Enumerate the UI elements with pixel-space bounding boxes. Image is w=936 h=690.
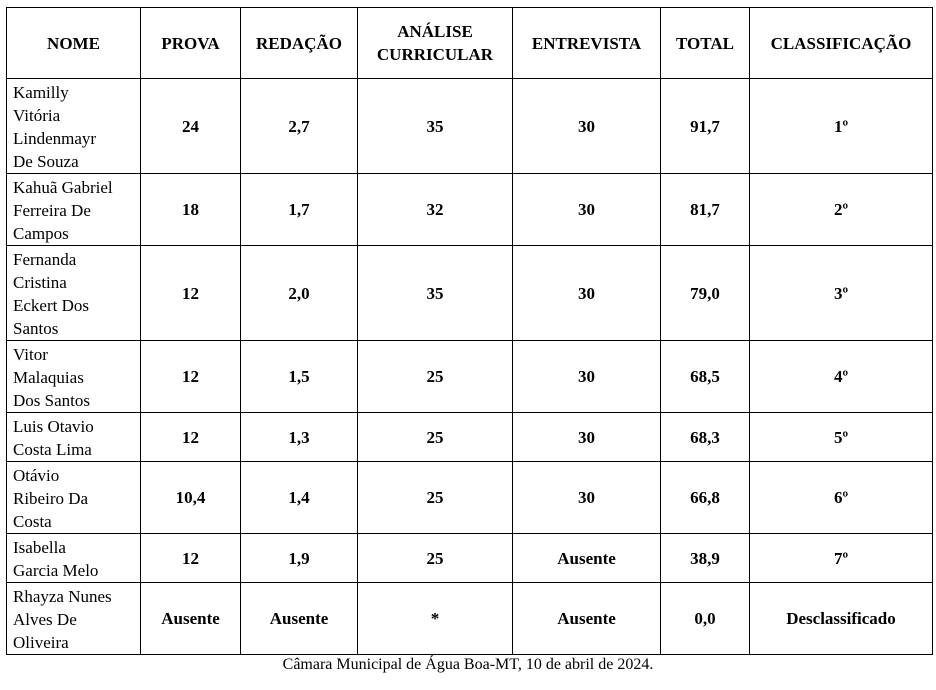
cell-redacao: 1,5 xyxy=(241,341,358,413)
cell-classificacao: 6º xyxy=(750,462,933,534)
name-line: Dos Santos xyxy=(13,391,90,410)
cell-entrevista: 30 xyxy=(513,341,661,413)
cell-analise: 25 xyxy=(358,534,513,583)
cell-classificacao: 4º xyxy=(750,341,933,413)
cell-prova: 12 xyxy=(141,246,241,341)
cell-entrevista: 30 xyxy=(513,413,661,462)
cell-prova: Ausente xyxy=(141,583,241,655)
table-row xyxy=(7,534,933,583)
header-row xyxy=(7,8,933,79)
name-line: Kamilly xyxy=(13,83,69,102)
cell-analise: 25 xyxy=(358,413,513,462)
name-line: Vitória xyxy=(13,106,61,125)
name-line: Ribeiro Da xyxy=(13,489,89,508)
header-redacao: REDAÇÃO xyxy=(241,8,358,79)
cell-redacao: 1,9 xyxy=(241,534,358,583)
cell-nome xyxy=(7,79,141,174)
cell-prova: 12 xyxy=(141,341,241,413)
cell-analise: 35 xyxy=(358,246,513,341)
cell-entrevista: 30 xyxy=(513,246,661,341)
footer-text: Câmara Municipal de Água Boa-MT, 10 de abril de 2024. xyxy=(282,656,654,673)
cell-nome xyxy=(7,534,141,583)
name-line: Garcia Melo xyxy=(13,561,99,580)
cell-entrevista: 30 xyxy=(513,174,661,246)
cell-classificacao: 1º xyxy=(750,79,933,174)
cell-analise: 25 xyxy=(358,462,513,534)
table-row xyxy=(7,462,933,534)
results-table xyxy=(6,7,933,655)
header-classificacao: CLASSIFICAÇÃO xyxy=(750,8,933,79)
header-total: TOTAL xyxy=(661,8,750,79)
name-line: De Souza xyxy=(13,152,79,171)
header-prova: PROVA xyxy=(141,8,241,79)
cell-total: 66,8 xyxy=(661,462,750,534)
name-line: Campos xyxy=(13,224,69,243)
table-row xyxy=(7,246,933,341)
cell-entrevista: Ausente xyxy=(513,534,661,583)
cell-nome xyxy=(7,413,141,462)
cell-total: 68,3 xyxy=(661,413,750,462)
header-analise-curricular xyxy=(358,8,513,79)
table-body xyxy=(7,79,933,655)
name-line: Costa xyxy=(13,512,52,531)
table-row xyxy=(7,174,933,246)
header-nome: NOME xyxy=(7,8,141,79)
cell-analise: 25 xyxy=(358,341,513,413)
cell-prova: 12 xyxy=(141,413,241,462)
cell-entrevista: 30 xyxy=(513,79,661,174)
cell-redacao: 1,4 xyxy=(241,462,358,534)
cell-total: 38,9 xyxy=(661,534,750,583)
cell-nome xyxy=(7,246,141,341)
cell-analise: * xyxy=(358,583,513,655)
header-analise-line2: CURRICULAR xyxy=(376,45,494,64)
name-line: Malaquias xyxy=(13,368,84,387)
cell-total: 68,5 xyxy=(661,341,750,413)
name-line: Santos xyxy=(13,319,59,338)
cell-redacao: 2,7 xyxy=(241,79,358,174)
table-row xyxy=(7,79,933,174)
cell-nome xyxy=(7,462,141,534)
name-line: Isabella xyxy=(13,538,66,557)
header-analise-line1: ANÁLISE xyxy=(397,22,473,41)
cell-classificacao: 7º xyxy=(750,534,933,583)
cell-total: 0,0 xyxy=(661,583,750,655)
name-line: Ferreira De xyxy=(13,201,91,220)
cell-analise: 32 xyxy=(358,174,513,246)
cell-entrevista: 30 xyxy=(513,462,661,534)
cell-entrevista: Ausente xyxy=(513,583,661,655)
cell-prova: 18 xyxy=(141,174,241,246)
name-line: Costa Lima xyxy=(13,440,92,459)
cell-total: 91,7 xyxy=(661,79,750,174)
name-line: Lindenmayr xyxy=(13,129,97,148)
name-line: Fernanda xyxy=(13,250,77,269)
name-line: Eckert Dos xyxy=(13,296,90,315)
table-row xyxy=(7,341,933,413)
cell-redacao: 1,3 xyxy=(241,413,358,462)
cell-prova: 12 xyxy=(141,534,241,583)
cell-total: 81,7 xyxy=(661,174,750,246)
name-line: Vitor xyxy=(13,345,48,364)
name-line: Luis Otavio xyxy=(13,417,94,436)
cell-classificacao: 2º xyxy=(750,174,933,246)
cell-classificacao: 3º xyxy=(750,246,933,341)
table-row xyxy=(7,413,933,462)
cell-prova: 10,4 xyxy=(141,462,241,534)
name-line: Alves De xyxy=(13,610,77,629)
header-entrevista: ENTREVISTA xyxy=(513,8,661,79)
cell-classificacao: Desclassificado xyxy=(750,583,933,655)
cell-classificacao: 5º xyxy=(750,413,933,462)
cell-redacao: 2,0 xyxy=(241,246,358,341)
cell-nome xyxy=(7,341,141,413)
name-line: Kahuã Gabriel xyxy=(13,178,113,197)
cell-redacao: 1,7 xyxy=(241,174,358,246)
cell-redacao: Ausente xyxy=(241,583,358,655)
cell-analise: 35 xyxy=(358,79,513,174)
table-row xyxy=(7,583,933,655)
name-line: Otávio xyxy=(13,466,60,485)
name-line: Rhayza Nunes xyxy=(13,587,112,606)
name-line: Cristina xyxy=(13,273,67,292)
cell-nome xyxy=(7,583,141,655)
cell-nome xyxy=(7,174,141,246)
cell-total: 79,0 xyxy=(661,246,750,341)
name-line: Oliveira xyxy=(13,633,69,652)
cell-prova: 24 xyxy=(141,79,241,174)
